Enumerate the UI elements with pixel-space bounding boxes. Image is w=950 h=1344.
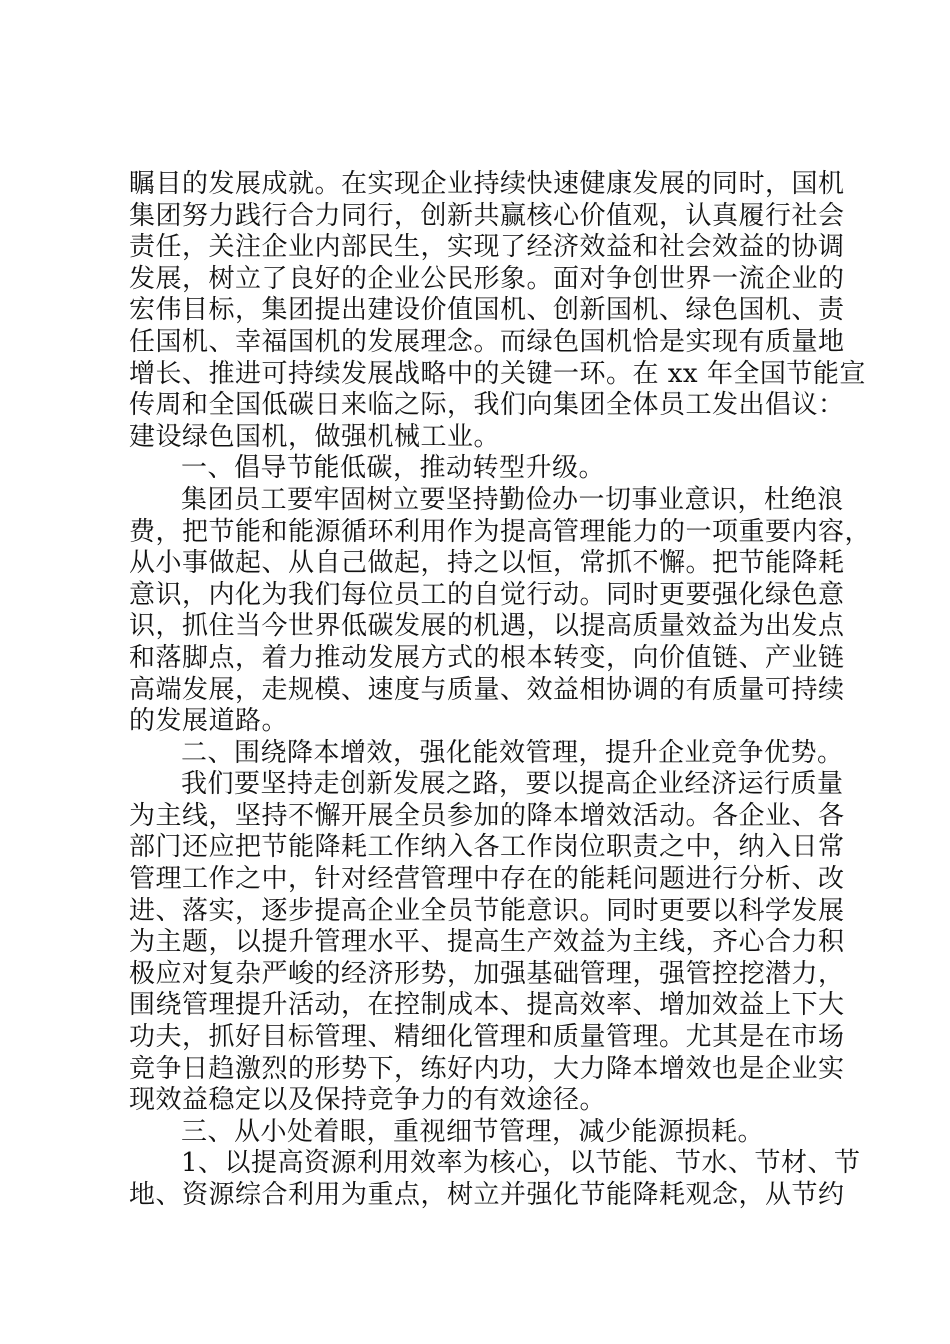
document-body — [129, 169, 872, 1212]
body-line: 为主线，坚持不懈开展全员参加的降本增效活动。各企业、各 — [129, 800, 845, 831]
body-line: 传周和全国低碳日来临之际，我们向集团全体员工发出倡议： — [129, 390, 845, 421]
body-line: 1、以提高资源利用效率为核心，以节能、节水、节材、节 — [181, 1148, 861, 1179]
body-line: 建设绿色国机，做强机械工业。 — [129, 421, 501, 452]
body-line: 宏伟目标，集团提出建设价值国机、创新国机、绿色国机、责 — [129, 295, 845, 326]
body-line: 现效益稳定以及保持竞争力的有效途径。 — [129, 1085, 607, 1116]
body-line: 功夫，抓好目标管理、精细化管理和质量管理。尤其是在市场 — [129, 1022, 845, 1053]
body-line: 意识，内化为我们每位员工的自觉行动。同时更要强化绿色意 — [129, 579, 845, 610]
body-line: 管理工作之中，针对经营管理中存在的能耗问题进行分析、改 — [129, 864, 845, 895]
body-line: 责任，关注企业内部民生，实现了经济效益和社会效益的协调 — [129, 232, 845, 263]
body-line: 识，抓住当今世界低碳发展的机遇，以提高质量效益为出发点 — [129, 611, 845, 642]
body-line: 发展，树立了良好的企业公民形象。面对争创世界一流企业的 — [129, 263, 845, 294]
body-line: 增长、推进可持续发展战略中的关键一环。在 xx 年全国节能宣 — [129, 358, 866, 389]
body-line: 任国机、幸福国机的发展理念。而绿色国机恰是实现有质量地 — [129, 326, 845, 357]
body-line: 进、落实，逐步提高企业全员节能意识。同时更要以科学发展 — [129, 895, 845, 926]
body-line: 集团员工要牢固树立要坚持勤俭办一切事业意识，杜绝浪 — [181, 484, 844, 515]
body-line: 和落脚点，着力推动发展方式的根本转变，向价值链、产业链 — [129, 642, 845, 673]
section-heading-2: 二、围绕降本增效，强化能效管理，提升企业竞争优势。 — [181, 737, 844, 768]
body-line: 瞩目的发展成就。在实现企业持续快速健康发展的同时，国机 — [129, 169, 845, 199]
body-line: 极应对复杂严峻的经济形势，加强基础管理，强管控挖潜力， — [129, 958, 845, 989]
body-line: 集团努力践行合力同行，创新共赢核心价值观，认真履行社会 — [129, 200, 845, 231]
body-line: 为主题，以提升管理水平、提高生产效益为主线，齐心合力积 — [129, 927, 845, 958]
body-line: 的发展道路。 — [129, 706, 289, 737]
body-line: 围绕管理提升活动，在控制成本、提高效率、增加效益上下大 — [129, 990, 845, 1021]
body-line: 地、资源综合利用为重点，树立并强化节能降耗观念，从节约 — [129, 1180, 845, 1210]
body-line: 我们要坚持走创新发展之路，要以提高企业经济运行质量 — [181, 769, 844, 800]
body-line: 费，把节能和能源循环利用作为提高管理能力的一项重要内容， — [129, 516, 872, 547]
body-line: 部门还应把节能降耗工作纳入各工作岗位职责之中，纳入日常 — [129, 832, 845, 863]
section-heading-1: 一、倡导节能低碳，推动转型升级。 — [181, 453, 606, 484]
body-line: 从小事做起、从自己做起，持之以恒，常抓不懈。把节能降耗 — [129, 548, 845, 579]
body-line: 竞争日趋激烈的形势下，练好内功，大力降本增效也是企业实 — [129, 1053, 845, 1084]
section-heading-3: 三、从小处着眼，重视细节管理，减少能源损耗。 — [181, 1116, 765, 1147]
body-line: 高端发展，走规模、速度与质量、效益相协调的有质量可持续 — [129, 674, 845, 705]
